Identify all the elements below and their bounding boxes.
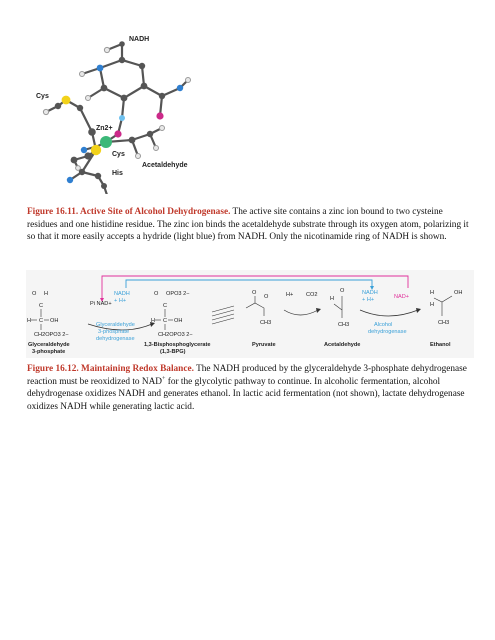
plus-h-2: + H+ bbox=[362, 297, 375, 303]
h-plus: H+ bbox=[286, 292, 294, 298]
bpg-sub: CH2OPO3 2− bbox=[158, 332, 193, 338]
figure-16-12-sup: + bbox=[162, 375, 166, 382]
svg-text:C: C bbox=[39, 303, 44, 309]
nadh-2: NADH bbox=[362, 290, 378, 296]
cys-label-top: Cys bbox=[36, 93, 49, 100]
redox-balance-scheme bbox=[26, 270, 474, 358]
ethanol-label: Ethanol bbox=[430, 342, 451, 348]
svg-text:H: H bbox=[44, 291, 49, 297]
svg-text:O: O bbox=[32, 291, 37, 297]
zinc-label: Zn2+ bbox=[96, 125, 113, 132]
svg-text:H: H bbox=[430, 290, 435, 296]
bpg-name-1: 1,3-Bisphosphoglycerate bbox=[144, 342, 211, 348]
svg-text:C: C bbox=[163, 318, 168, 324]
acetaldehyde-scheme-label: Acetaldehyde bbox=[324, 342, 361, 348]
pyruvate-label: Pyruvate bbox=[252, 342, 276, 348]
nad-plus: NAD+ bbox=[394, 294, 410, 300]
svg-text:O: O bbox=[252, 290, 257, 296]
svg-text:O: O bbox=[340, 288, 345, 294]
his-label: His bbox=[112, 170, 123, 177]
adh-name-2: dehydrogenase bbox=[368, 329, 407, 335]
svg-text:H: H bbox=[330, 296, 335, 302]
figure-16-11-caption bbox=[27, 206, 472, 244]
svg-text:H: H bbox=[151, 318, 156, 324]
nadh-1: NADH bbox=[114, 291, 130, 297]
svg-text:O: O bbox=[154, 291, 159, 297]
svg-text:C: C bbox=[39, 318, 44, 324]
cys-label-mid: Cys bbox=[112, 151, 125, 158]
svg-text:O: O bbox=[264, 294, 269, 300]
svg-text:CH3: CH3 bbox=[260, 320, 272, 326]
plus-h-1: + H+ bbox=[114, 298, 127, 304]
svg-text:H: H bbox=[430, 302, 435, 308]
co2: CO2 bbox=[306, 292, 318, 298]
figure-16-11-title: Figure 16.11. Active Site of Alcohol Dehydrogenase. bbox=[27, 207, 231, 217]
gapdh-name-2: 3-phosphate bbox=[98, 329, 130, 335]
svg-text:CH3: CH3 bbox=[338, 322, 350, 328]
svg-text:C: C bbox=[163, 303, 168, 309]
gapdh-name-3: dehydrogenase bbox=[96, 336, 135, 342]
adh-name-1: Alcohol bbox=[374, 322, 393, 328]
gapdh-name-1: Glyceraldehyde bbox=[96, 322, 135, 328]
pi-nad: Pi NAD+ bbox=[90, 301, 112, 307]
svg-text:OH: OH bbox=[50, 318, 59, 324]
acetaldehyde-label: Acetaldehyde bbox=[142, 162, 188, 169]
bpg-name-2: (1,3-BPG) bbox=[160, 349, 186, 355]
g3p-name-1: Glyceraldehyde bbox=[28, 342, 70, 348]
svg-text:H: H bbox=[27, 318, 32, 324]
figure-16-11-body: The active site contains a zinc ion bound to two cysteine residues and one histidine residue. The zinc ion binds the acetaldehyde substrate through its oxygen atom, polarizing it so that it more easily accepts a hydride (light blue) from NADH. Only the nicotinamide ring of NADH is shown. bbox=[27, 207, 469, 243]
figure-16-12-title: Figure 16.12. Maintaining Redox Balance. bbox=[27, 364, 194, 374]
figure-16-12-caption bbox=[27, 363, 472, 413]
g3p-sub: CH2OPO3 2− bbox=[34, 332, 69, 338]
figure-16-12-body: The NADH produced by the glyceraldehyde 3-phosphate dehydrogenase reaction must be reoxidized to NAD bbox=[27, 364, 467, 387]
g3p-name-2: 3-phosphate bbox=[32, 349, 66, 355]
svg-text:OPO3 2−: OPO3 2− bbox=[166, 291, 190, 297]
svg-text:OH: OH bbox=[174, 318, 183, 324]
figure-16-12-body-2: for the glycolytic pathway to continue. In alcoholic fermentation, alcohol dehydrogenase oxidizes NADH and generates ethanol. In lactic acid fermentation (not shown), lactate dehydrogenase oxidizes NADH while generating lactic acid. bbox=[27, 376, 465, 412]
alcohol-dehydrogenase-active-site-figure bbox=[22, 22, 222, 194]
svg-text:OH: OH bbox=[454, 290, 463, 296]
svg-text:CH3: CH3 bbox=[438, 320, 450, 326]
nadh-label: NADH bbox=[129, 36, 150, 43]
